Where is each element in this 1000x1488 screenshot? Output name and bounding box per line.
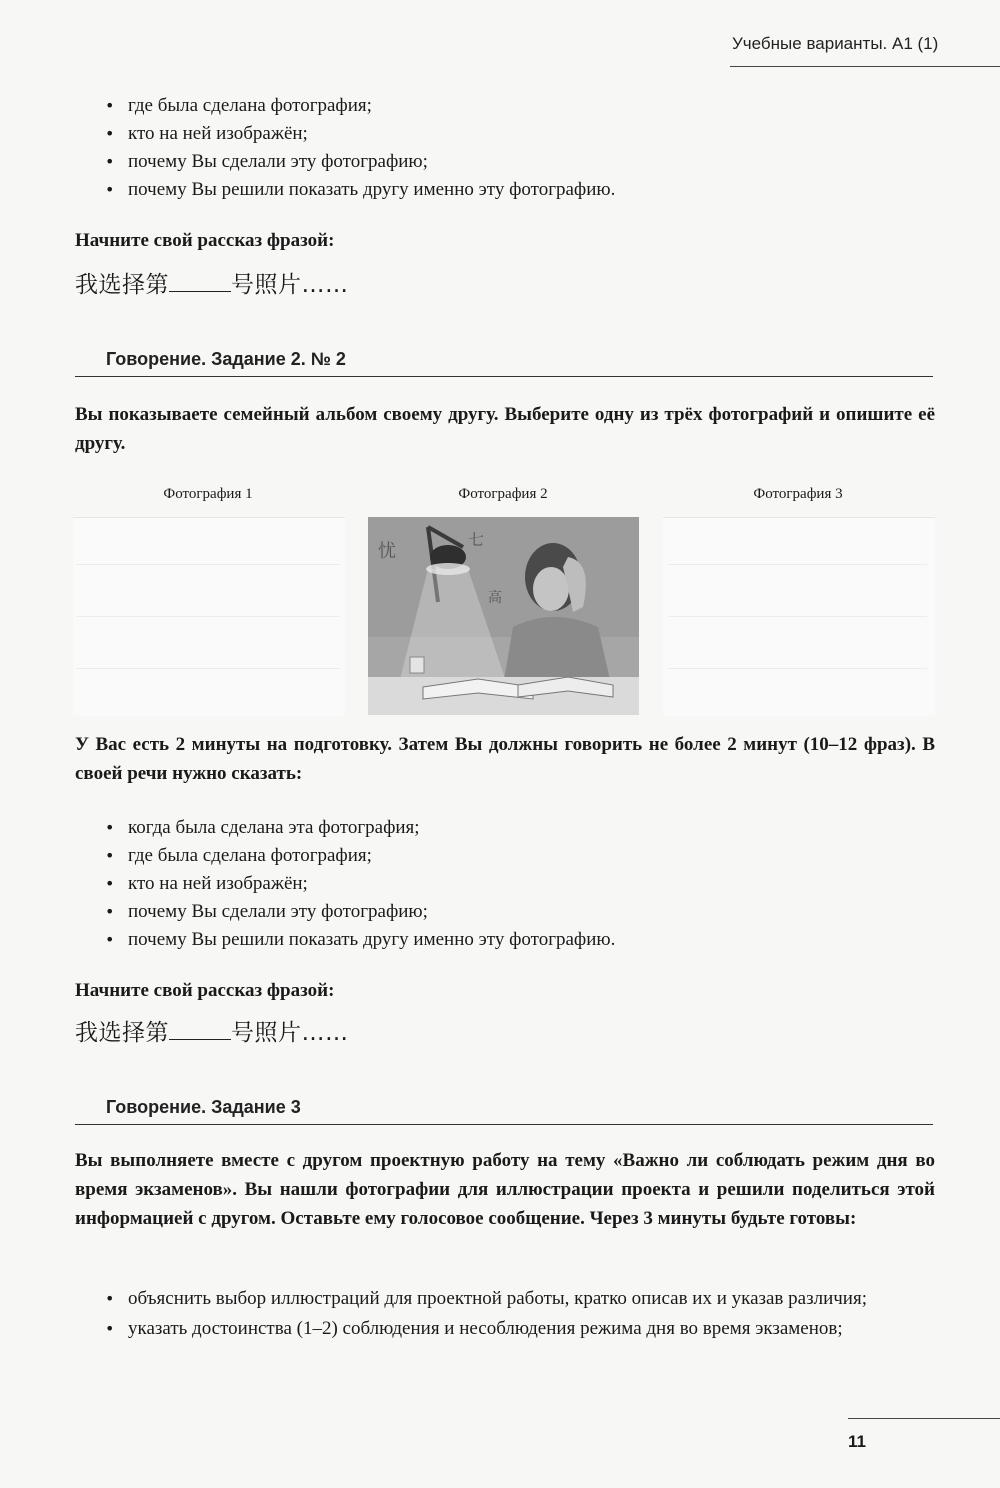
section-3-bullet-list — [102, 1285, 936, 1343]
section-3-rule — [75, 1124, 933, 1125]
photo-label-3: Фотография 3 — [753, 486, 843, 502]
running-title: Учебные варианты. А1 (1) — [732, 34, 939, 53]
list-item: • почему Вы решили показать другу именно эту фотографию. — [102, 176, 942, 204]
list-item: • где была сделана фотография; — [102, 842, 942, 870]
svg-text:七: 七 — [468, 530, 485, 549]
footer-rule — [848, 1418, 1000, 1419]
photo-label-2: Фотография 2 — [458, 486, 548, 502]
svg-text:忧: 忧 — [378, 541, 396, 562]
list-item: • когда была сделана эта фотография; — [102, 814, 942, 842]
section-3-instruction: Вы выполняете вместе с другом проектную работу на тему «Важно ли соблюдать режим дня во время экзаменов». Вы нашли фотографии для иллюстрации проекта и решили поделиться этой информацией с другом. Оставьте ему голосовое сообщение. Через 3 минуты будьте готовы: — [75, 1150, 935, 1229]
photo-1 — [73, 517, 345, 716]
list-item: • кто на ней изображён; — [102, 870, 942, 898]
list-item: • где была сделана фотография; — [102, 92, 942, 120]
start-prompt-2: Начните свой рассказ фразой: — [75, 980, 335, 1001]
cjk-phrase-1 — [75, 266, 349, 299]
section-3-title: Говорение. Задание 3 — [106, 1097, 301, 1117]
cjk-phrase-after: 号照片…… — [231, 1020, 349, 1046]
svg-text:高: 高 — [488, 590, 502, 606]
list-item: • объяснить выбор иллюстраций для проектной работы, кратко описав их и указав различия; — [102, 1285, 936, 1313]
cjk-phrase-before: 我选择第 — [75, 1020, 169, 1046]
cjk-phrase-after: 号照片…… — [231, 272, 349, 298]
student-illustration — [368, 517, 639, 715]
section-2-bullet-list — [102, 814, 942, 954]
section-2-instruction: Вы показываете семейный альбом своему другу. Выберите одну из трёх фотографий и опишите её другу. — [75, 404, 935, 454]
start-prompt-1: Начните свой рассказ фразой: — [75, 230, 335, 251]
section-2-rule — [75, 376, 933, 377]
list-item: • кто на ней изображён; — [102, 120, 942, 148]
photo-3 — [663, 517, 935, 716]
section-2-title: Говорение. Задание 2. № 2 — [106, 349, 346, 369]
photo-label-1: Фотография 1 — [163, 486, 253, 502]
answer-blank — [169, 1019, 231, 1040]
photo-2-student-reading — [368, 517, 639, 715]
top-bullet-list — [102, 92, 942, 204]
list-item: • почему Вы решили показать другу именно эту фотографию. — [102, 926, 942, 954]
cjk-phrase-before: 我选择第 — [75, 272, 169, 298]
page-number: 11 — [848, 1432, 866, 1451]
header-rule — [730, 66, 1000, 67]
list-item: • почему Вы сделали эту фотографию; — [102, 148, 942, 176]
list-item: • указать достоинства (1–2) соблюдения и несоблюдения режима дня во время экзаменов; — [102, 1315, 936, 1343]
answer-blank — [169, 271, 231, 292]
cjk-phrase-2 — [75, 1014, 349, 1047]
list-item: • почему Вы сделали эту фотографию; — [102, 898, 942, 926]
section-2-time-instruction: У Вас есть 2 минуты на подготовку. Затем Вы должны говорить не более 2 минут (10–12 фраз). В своей речи нужно сказать: — [75, 734, 935, 784]
